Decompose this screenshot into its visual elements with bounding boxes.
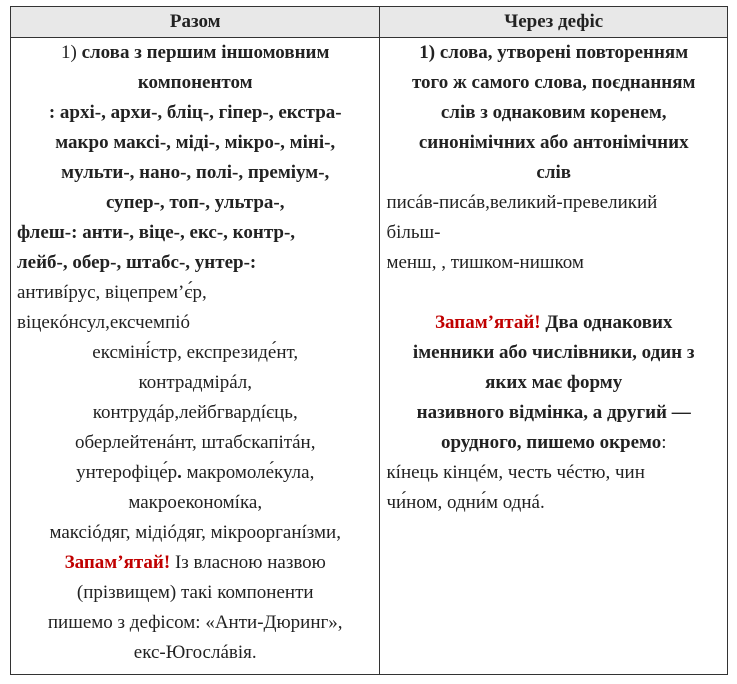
right-line — [386, 308, 721, 338]
line-text: іменники або числівники, один з — [412, 342, 695, 363]
left-line — [17, 488, 373, 518]
header-hyphenated: Через дефіс — [380, 7, 728, 38]
line-text: : архі-, архи-, бліц-, гіпер-, екстра- — [48, 102, 342, 123]
line-text: макро максі-, міді-, мікро-, міні-, — [55, 132, 336, 153]
header-together: Разом — [11, 7, 380, 38]
line-text: чи́ном, одни́м однá. — [386, 492, 545, 513]
left-line — [17, 398, 373, 428]
left-line — [17, 158, 373, 188]
line-text: . — [177, 462, 182, 483]
left-line — [17, 428, 373, 458]
line-text: слів — [536, 162, 572, 183]
line-text: ексміні́стр, експрезиде́нт, — [92, 342, 299, 363]
line-text: називного відмінка, а другий — — [416, 402, 691, 423]
left-line — [17, 638, 373, 668]
line-text: макромоле́кула, — [181, 462, 315, 483]
line-text: контрадмірáл, — [138, 372, 252, 393]
right-line — [386, 68, 721, 98]
left-line — [17, 548, 373, 578]
right-line — [386, 158, 721, 188]
line-text: мульти-, нано-, полі-, преміум-, — [61, 162, 330, 183]
left-line — [17, 98, 373, 128]
left-line — [17, 578, 373, 608]
right-line — [386, 398, 721, 428]
right-line — [386, 338, 721, 368]
line-text: оберлейтенáнт, штабскапітáн, — [74, 432, 316, 453]
line-text: менш, , тишком-нишком — [386, 252, 584, 273]
line-text: орудного, пишемо окремо — [440, 432, 662, 453]
right-line — [386, 188, 721, 218]
line-text: писáв-писáв,великий-превеликий — [386, 192, 658, 213]
left-line — [17, 188, 373, 218]
line-text: слова з першим іншомовним — [81, 42, 330, 63]
line-text: 1) слова, утворені повторенням — [419, 42, 689, 63]
header-row — [11, 7, 728, 38]
line-text: максіóдяг, мідіóдяг, мікроорганíзми, — [49, 522, 341, 543]
remember-label: Запам’ятай! — [64, 552, 171, 573]
left-line — [17, 308, 373, 338]
line-text: унтерофіце́р — [76, 462, 178, 483]
right-line — [386, 428, 721, 458]
right-line — [386, 98, 721, 128]
line-text: яких має форму — [485, 372, 623, 393]
line-text: (прізвищем) такі компоненти — [76, 582, 314, 603]
right-line — [386, 218, 721, 248]
line-text: слів з однаковим коренем, — [440, 102, 667, 123]
line-text: того ж самого слова, поєднанням — [411, 72, 696, 93]
left-line — [17, 368, 373, 398]
content-row — [11, 38, 728, 675]
together-cell — [11, 38, 380, 675]
line-text: 1) — [60, 42, 82, 63]
line-text: віцекóнсул,ексчемпіó — [17, 312, 191, 333]
left-line — [17, 518, 373, 548]
line-text: компонентом — [137, 72, 253, 93]
left-line — [17, 68, 373, 98]
right-line — [386, 128, 721, 158]
left-line — [17, 278, 373, 308]
left-line — [17, 128, 373, 158]
line-text: Два однакових — [540, 312, 673, 333]
left-line — [17, 458, 373, 488]
left-line — [17, 248, 373, 278]
line-text: більш- — [386, 222, 441, 243]
right-line — [386, 248, 721, 278]
line-text: кíнець кінцéм, честь чéстю, чин — [386, 462, 645, 483]
line-text: пишемо з дефісом: «Анти-Дюринг», — [47, 612, 343, 633]
line-text: контрудáр,лейбгвардíєць, — [92, 402, 298, 423]
right-line — [386, 38, 721, 68]
right-line — [386, 488, 721, 518]
remember-label: Запам’ятай! — [435, 312, 541, 333]
line-text: лейб-, обер-, штабс-, унтер-: — [17, 252, 257, 273]
line-text: супер-, топ-, ультра-, — [105, 192, 285, 213]
line-text: : — [661, 432, 667, 453]
line-text: синонімічних або антонімічних — [418, 132, 689, 153]
line-text: макроекономíка, — [128, 492, 263, 513]
right-line — [386, 368, 721, 398]
hyphenated-cell — [380, 38, 728, 675]
left-line — [17, 218, 373, 248]
left-line — [17, 38, 373, 68]
right-line — [386, 278, 721, 308]
spelling-rules-table — [10, 6, 728, 675]
left-line — [17, 608, 373, 638]
line-text: Із власною назвою — [170, 552, 326, 573]
line-text: екс-Югослáвія. — [133, 642, 257, 663]
right-line — [386, 458, 721, 488]
line-text: флеш-: анти-, віце-, екс-, контр-, — [17, 222, 296, 243]
left-line — [17, 338, 373, 368]
line-text: антивíрус, віцепрем’є́р, — [17, 282, 207, 303]
